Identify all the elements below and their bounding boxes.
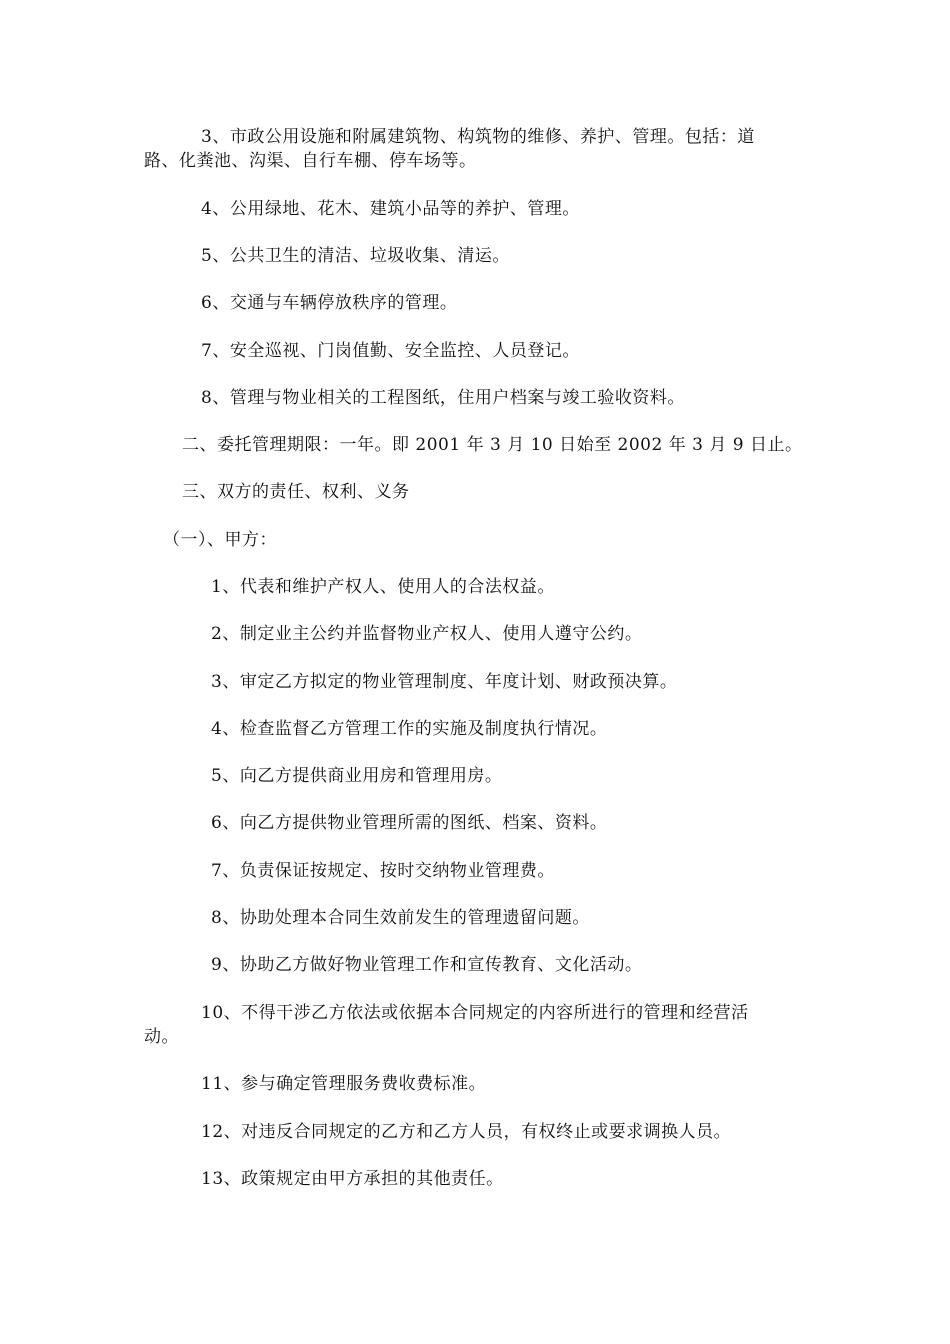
paragraph-line: 4、检查监督乙方管理工作的实施及制度执行情况。 [211,719,608,739]
paragraph-line: 6、交通与车辆停放秩序的管理。 [201,293,458,313]
section-heading: 二、委托管理期限：一年。即 2001 年 3 月 10 日始至 2002 年 3 月 9 日止。 [182,435,803,455]
paragraph-line: 9、协助乙方做好物业管理工作和宣传教育、文化活动。 [211,955,643,975]
paragraph-line: 路、化粪池、沟渠、自行车棚、停车场等。 [144,151,477,171]
paragraph-line: 5、向乙方提供商业用房和管理用房。 [211,766,503,786]
section-heading: 三、双方的责任、权利、义务 [182,482,410,502]
paragraph-line: 8、管理与物业相关的工程图纸，住用户档案与竣工验收资料。 [201,388,685,408]
paragraph-line: 12、对违反合同规定的乙方和乙方人员，有权终止或要求调换人员。 [201,1122,732,1142]
paragraph-line: 11、参与确定管理服务费收费标准。 [201,1074,487,1094]
paragraph-line: 3、市政公用设施和附属建筑物、构筑物的维修、养护、管理。包括：道 [201,127,755,147]
paragraph-line: 2、制定业主公约并监督物业产权人、使用人遵守公约。 [211,624,643,644]
paragraph-line: 7、安全巡视、门岗值勤、安全监控、人员登记。 [201,341,580,361]
paragraph-line: 7、负责保证按规定、按时交纳物业管理费。 [211,861,555,881]
paragraph-line: 13、政策规定由甲方承担的其他责任。 [201,1169,504,1189]
paragraph-line: 10、不得干涉乙方依法或依据本合同规定的内容所进行的管理和经营活 [201,1003,749,1023]
paragraph-line: 4、公用绿地、花木、建筑小品等的养护、管理。 [201,199,580,219]
paragraph-line: 1、代表和维护产权人、使用人的合法权益。 [211,577,555,597]
paragraph-line: 6、向乙方提供物业管理所需的图纸、档案、资料。 [211,813,608,833]
paragraph-line: 5、公共卫生的清洁、垃圾收集、清运。 [201,246,510,266]
paragraph-line: 8、协助处理本合同生效前发生的管理遗留问题。 [211,908,590,928]
paragraph-line: 动。 [144,1027,179,1047]
subsection-heading: （一）、甲方： [163,530,277,550]
paragraph-line: 3、审定乙方拟定的物业管理制度、年度计划、财政预决算。 [211,672,678,692]
